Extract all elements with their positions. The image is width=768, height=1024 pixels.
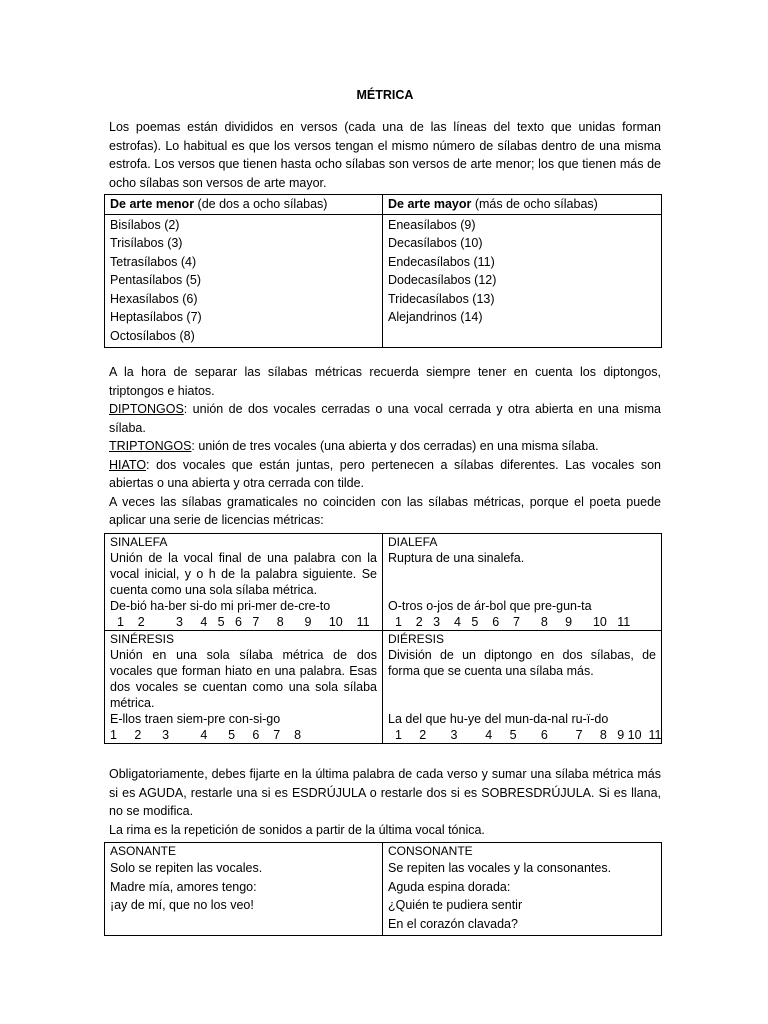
table-row xyxy=(105,195,662,215)
dialefa-cell xyxy=(383,534,662,631)
dialefa-example: O-tros o-jos de ár-bol que pre-gun-ta xyxy=(388,599,592,613)
list-item: Decasílabos (10) xyxy=(388,236,483,250)
list-item: Dodecasílabos (12) xyxy=(388,273,497,287)
dieresis-title: DIÉRESIS xyxy=(388,632,445,646)
diptongos-text: : unión de dos vocales cerradas o una vocal cerrada y otra abierta en una misma sílaba. xyxy=(109,402,661,435)
list-item: Madre mía, amores tengo: xyxy=(110,879,257,894)
list-item: Octosílabos (8) xyxy=(110,328,195,343)
consonante-cell xyxy=(383,843,662,936)
list-item: Heptasílabos (7) xyxy=(110,310,202,324)
arte-menor-list xyxy=(105,214,383,348)
triptongos-definition xyxy=(109,437,661,456)
triptongos-term: TRIPTONGOS xyxy=(109,439,192,453)
page-title: MÉTRICA xyxy=(356,88,414,102)
rima-paragraph: Obligatoriamente, debes fijarte en la última palabra de cada verso y sumar una sílaba métrica más si es AGUDA, restarle una si es ESDRÚJULA o restarle dos si es SOBRESDRÚJULA. Si es llana, no se modifica. xyxy=(109,767,661,818)
list-item: Aguda espina dorada: xyxy=(388,879,511,894)
diptongos-term: DIPTONGOS xyxy=(109,402,184,416)
arte-menor-header xyxy=(105,195,383,215)
list-item: Endecasílabos (11) xyxy=(388,254,495,269)
sinalefa-numbers: 1 2 3 4 5 6 7 8 9 10 11 xyxy=(110,615,370,629)
arte-menor-header-rest: (de dos a ocho sílabas) xyxy=(194,197,328,211)
intro-paragraph-block xyxy=(109,118,661,192)
asonante-cell xyxy=(105,843,383,936)
hiato-text: : dos vocales que están juntas, pero pertenecen a sílabas diferentes. Las vocales son abiertas o una abierta y otra cerrada con tilde. xyxy=(109,457,661,490)
list-item: Tridecasílabos (13) xyxy=(388,291,495,306)
list-item: Eneasílabos (9) xyxy=(388,217,476,232)
arte-mayor-header-bold: De arte mayor xyxy=(388,197,472,211)
sineresis-title: SINÉRESIS xyxy=(110,632,175,646)
sinalefa-title: SINALEFA xyxy=(110,535,168,549)
table-row xyxy=(105,843,662,936)
sinalefa-example: De-bió ha-ber si-do mi pri-mer de-cre-to xyxy=(110,599,331,613)
list-item: Tetrasílabos (4) xyxy=(110,254,197,269)
dieresis-cell xyxy=(383,631,662,744)
list-item: Bisílabos (2) xyxy=(110,217,180,232)
sineresis-numbers: 1 2 3 4 5 6 7 8 xyxy=(110,728,302,742)
dieresis-desc: División de un diptongo en dos sílabas, de forma que se cuenta una sílaba más. xyxy=(388,648,656,678)
hiato-term: HIATO xyxy=(109,457,147,472)
sineresis-example: E-llos traen siem-pre con-si-go xyxy=(110,712,281,726)
list-item: ¡ay de mí, que no los veo! xyxy=(110,898,254,912)
dieresis-numbers: 1 2 3 4 5 6 7 8 9 10 11 xyxy=(388,728,662,742)
arte-mayor-list xyxy=(383,214,662,348)
sineresis-desc: Unión en una sola sílaba métrica de dos vocales que forman hiato en una palabra. Esas dos vocales se cuentan como una sola sílaba métrica. xyxy=(110,648,377,710)
rima-definition: La rima es la repetición de sonidos a partir de la última vocal tónica. xyxy=(109,822,485,837)
list-item: En el corazón clavada? xyxy=(388,916,518,931)
sinalefa-desc: Unión de la vocal final de una palabra con la vocal inicial, y o h de la palabra siguiente. Se cuenta como una sola sílaba métrica. xyxy=(110,551,377,597)
verse-types-table xyxy=(104,194,662,348)
list-item: Alejandrinos (14) xyxy=(388,310,483,324)
dialefa-numbers: 1 2 3 4 5 6 7 8 9 10 11 xyxy=(388,615,631,629)
silabas-section xyxy=(109,363,661,530)
table-row xyxy=(105,631,662,744)
licencias-intro: A veces las sílabas gramaticales no coinciden con las sílabas métricas, porque el poeta puede aplicar una serie de licencias métricas: xyxy=(109,494,661,527)
table-row xyxy=(105,214,662,348)
silabas-intro: A la hora de separar las sílabas métricas recuerda siempre tener en cuenta los diptongos, triptongos e hiatos. xyxy=(109,365,661,398)
consonante-title: CONSONANTE xyxy=(388,844,473,858)
asonante-title: ASONANTE xyxy=(110,844,177,858)
triptongos-text: : unión de tres vocales (una abierta y dos cerradas) en una misma sílaba. xyxy=(191,439,599,453)
list-item: Solo se repiten las vocales. xyxy=(110,861,263,875)
table-row xyxy=(105,534,662,631)
arte-menor-header-bold: De arte menor xyxy=(110,197,195,211)
list-item: ¿Quién te pudiera sentir xyxy=(388,898,523,912)
hiato-definition xyxy=(109,456,661,493)
list-item: Pentasílabos (5) xyxy=(110,273,202,287)
arte-mayor-header-rest: (más de ocho sílabas) xyxy=(471,197,598,211)
list-item: Se repiten las vocales y la consonantes. xyxy=(388,861,612,875)
dialefa-desc: Ruptura de una sinalefa. xyxy=(388,551,525,565)
dieresis-example: La del que hu-ye del mun-da-nal ru-ï-do xyxy=(388,712,609,726)
list-item: Trisílabos (3) xyxy=(110,236,183,250)
sineresis-cell xyxy=(105,631,383,744)
arte-mayor-header xyxy=(383,195,662,215)
dialefa-title: DIALEFA xyxy=(388,535,438,549)
rima-section xyxy=(109,765,661,839)
intro-paragraph: Los poemas están divididos en versos (cada una de las líneas del texto que unidas forman estrofas). Lo habitual es que los versos tengan el mismo número de sílabas dentro de una misma estrofa. Los versos que tienen hasta ocho sílabas son versos de arte menor; los que tienen más de ocho sílabas son versos de arte mayor. xyxy=(109,120,661,190)
list-item: Hexasílabos (6) xyxy=(110,291,198,306)
diptongos-definition xyxy=(109,400,661,437)
licencias-table xyxy=(104,533,662,744)
sinalefa-cell xyxy=(105,534,383,631)
rima-table xyxy=(104,842,662,936)
